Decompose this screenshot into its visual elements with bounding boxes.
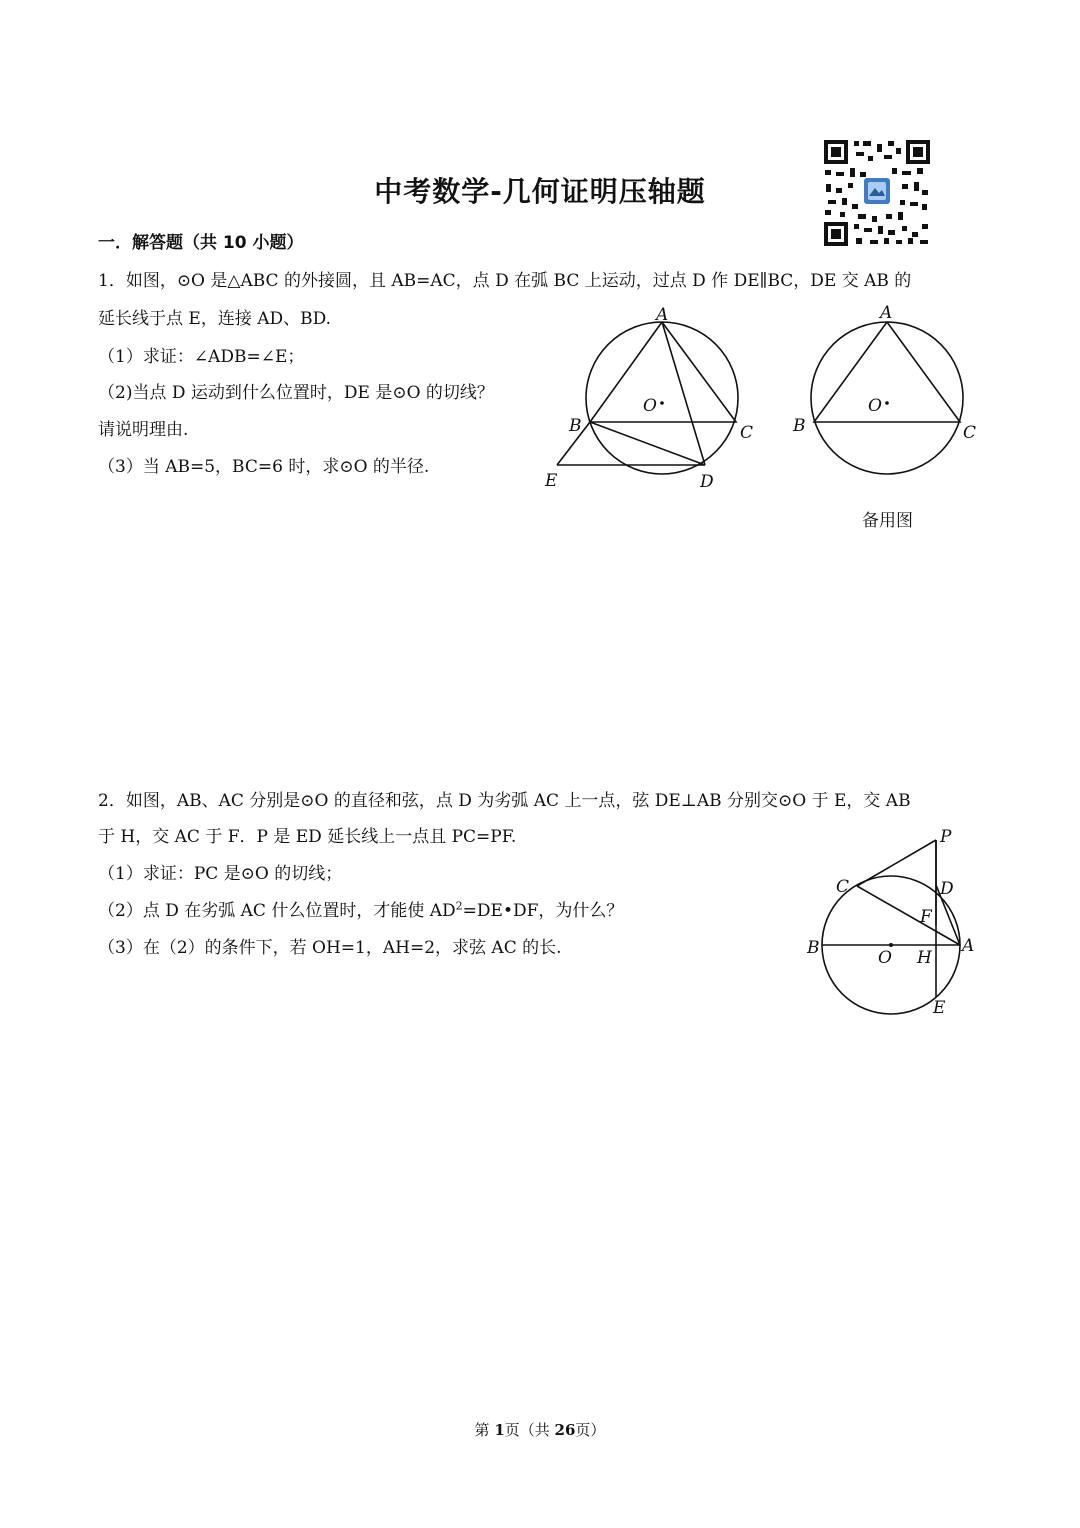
footer-total-pages: 26 [554, 1421, 576, 1439]
footer-page-number: 1 [494, 1421, 505, 1439]
circle-o [586, 322, 738, 474]
problem-2-part-2-text: （2）点 D 在劣弧 AC 什么位置时，才能使 AD [98, 901, 456, 921]
page-title: 中考数学-几何证明压轴题 [374, 175, 706, 208]
label-b: B [569, 416, 582, 436]
footer-suffix: 页） [575, 1421, 606, 1439]
footer-prefix: 第 [474, 1421, 495, 1439]
label-a: A [656, 305, 669, 325]
label-c: C [836, 877, 850, 897]
tangent-pc [857, 840, 936, 886]
page-footer [0, 1419, 1080, 1440]
problem-2-part-2 [98, 896, 623, 921]
label-h: H [917, 948, 932, 968]
spare-circle-o [811, 322, 963, 474]
triangle-abc [590, 322, 736, 422]
problem-2-line-2: 于 H，交 AC 于 F．P 是 ED 延长线上一点且 PC=PF. [98, 827, 517, 847]
spare-label-a: A [880, 303, 893, 323]
spare-label-b: B [793, 416, 806, 436]
problem-2-figure [800, 820, 990, 1020]
label-f: F [920, 907, 932, 927]
spare-label-o: O [868, 396, 882, 416]
problem-1-line-1: 1．如图，⊙O 是△ABC 的外接圆，且 AB=AC，点 D 在弧 BC 上运动，过点 D 作 DE∥BC，DE 交 AB 的 [98, 271, 912, 291]
section-heading: 一．解答题（共 10 小题） [98, 233, 304, 253]
problem-2-part-1: （1）求证：PC 是⊙O 的切线； [98, 864, 343, 884]
spare-label-c: C [963, 423, 977, 443]
spare-figure-caption: 备用图 [862, 511, 913, 531]
problem-2-part-2-text-end: =DE•DF，为什么？ [462, 901, 624, 921]
problem-1-part-2-cont: 请说明理由. [98, 420, 189, 440]
label-d: D [700, 472, 714, 492]
center-o-dot [889, 943, 893, 947]
problem-1-line-2: 延长线于点 E，连接 AD、BD. [98, 309, 332, 329]
problem-1-part-2: （2)当点 D 运动到什么位置时，DE 是⊙O 的切线？ [98, 383, 494, 403]
label-o: O [878, 948, 892, 968]
label-p: P [940, 827, 952, 847]
problem-1-part-3: （3）当 AB=5，BC=6 时，求⊙O 的半径. [98, 457, 430, 477]
label-o: O [643, 396, 657, 416]
problem-1-spare-figure [780, 300, 990, 480]
qr-code-icon [822, 138, 932, 248]
segment-bd [590, 422, 705, 465]
label-d: D [940, 879, 954, 899]
label-c: C [740, 423, 754, 443]
label-b: B [807, 938, 820, 958]
problem-1-figure [540, 300, 770, 500]
problem-2-part-2-exponent: 2 [455, 899, 463, 913]
problem-1-part-1: （1）求证：∠ADB=∠E； [98, 347, 305, 367]
footer-middle: 页（共 [504, 1421, 555, 1439]
label-e: E [933, 998, 946, 1018]
spare-triangle-abc [814, 322, 960, 422]
problem-2-part-3: （3）在（2）的条件下，若 OH=1，AH=2，求弦 AC 的长. [98, 938, 562, 958]
label-e: E [545, 471, 558, 491]
spare-center-o-dot [885, 401, 889, 405]
segment-ad [662, 322, 705, 465]
problem-2-line-1: 2．如图，AB、AC 分别是⊙O 的直径和弦，点 D 为劣弧 AC 上一点，弦 DE⊥AB 分别交⊙O 于 E，交 AB [98, 791, 911, 811]
label-a: A [962, 936, 975, 956]
center-o-dot [660, 401, 664, 405]
